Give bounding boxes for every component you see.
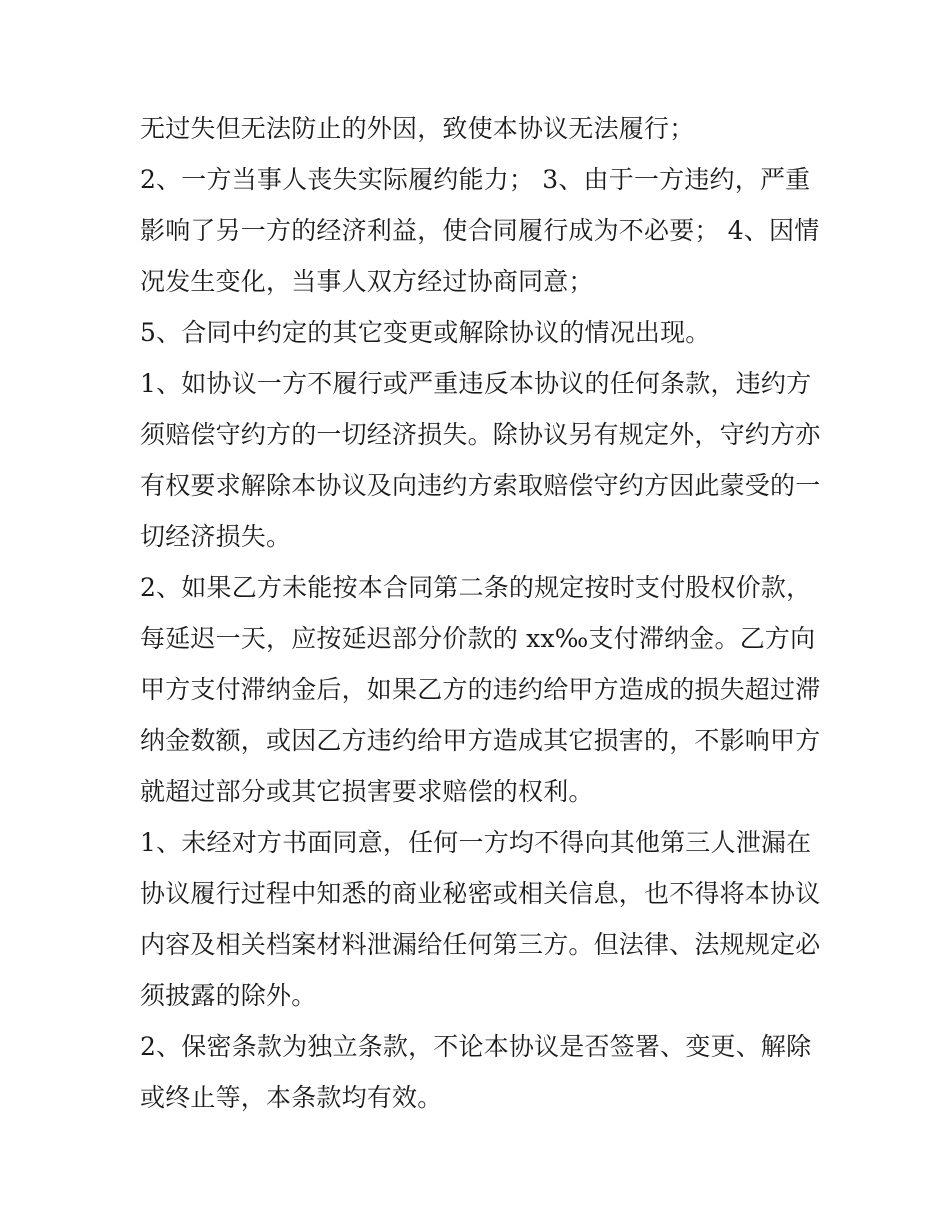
text-line: 切经济损失。 — [140, 522, 292, 551]
text-line: 纳金数额，或因乙方违约给甲方造成其它损害的，不影响甲方 — [140, 726, 821, 755]
text-line: 每延迟一天，应按延迟部分价款的 xx‰支付滞纳金。乙方向 — [140, 624, 816, 653]
text-line: 须披露的除外。 — [140, 981, 317, 1010]
text-line: 1、未经对方书面同意，任何一方均不得向其他第三人泄漏在 — [140, 828, 812, 857]
text-line: 2、保密条款为独立条款，不论本协议是否签署、变更、解除 — [140, 1032, 812, 1061]
text-line: 2、一方当事人丧失实际履约能力； 3、由于一方违约，严重 — [140, 165, 811, 194]
text-line: 1、如协议一方不履行或严重违反本协议的任何条款，违约方 — [140, 369, 812, 398]
text-line: 影响了另一方的经济利益，使合同履行成为不必要； 4、因情 — [140, 216, 820, 245]
text-line: 有权要求解除本协议及向违约方索取赔偿守约方因此蒙受的一 — [140, 471, 821, 500]
text-line: 须赔偿守约方的一切经济损失。除协议另有规定外，守约方亦 — [140, 420, 821, 449]
text-line: 2、如果乙方未能按本合同第二条的规定按时支付股权价款， — [140, 573, 812, 602]
text-line: 协议履行过程中知悉的商业秘密或相关信息，也不得将本协议 — [140, 879, 821, 908]
text-line: 或终止等，本条款均有效。 — [140, 1083, 443, 1112]
text-line: 就超过部分或其它损害要求赔偿的权利。 — [140, 777, 594, 806]
text-line: 内容及相关档案材料泄漏给任何第三方。但法律、法规规定必 — [140, 930, 821, 959]
document-body — [140, 103, 821, 1123]
text-line: 5、合同中约定的其它变更或解除协议的情况出现。 — [140, 318, 711, 347]
text-line: 况发生变化，当事人双方经过协商同意； — [140, 267, 594, 296]
text-line: 甲方支付滞纳金后，如果乙方的违约给甲方造成的损失超过滞 — [140, 675, 821, 704]
text-line: 无过失但无法防止的外因，致使本协议无法履行； — [140, 114, 695, 143]
